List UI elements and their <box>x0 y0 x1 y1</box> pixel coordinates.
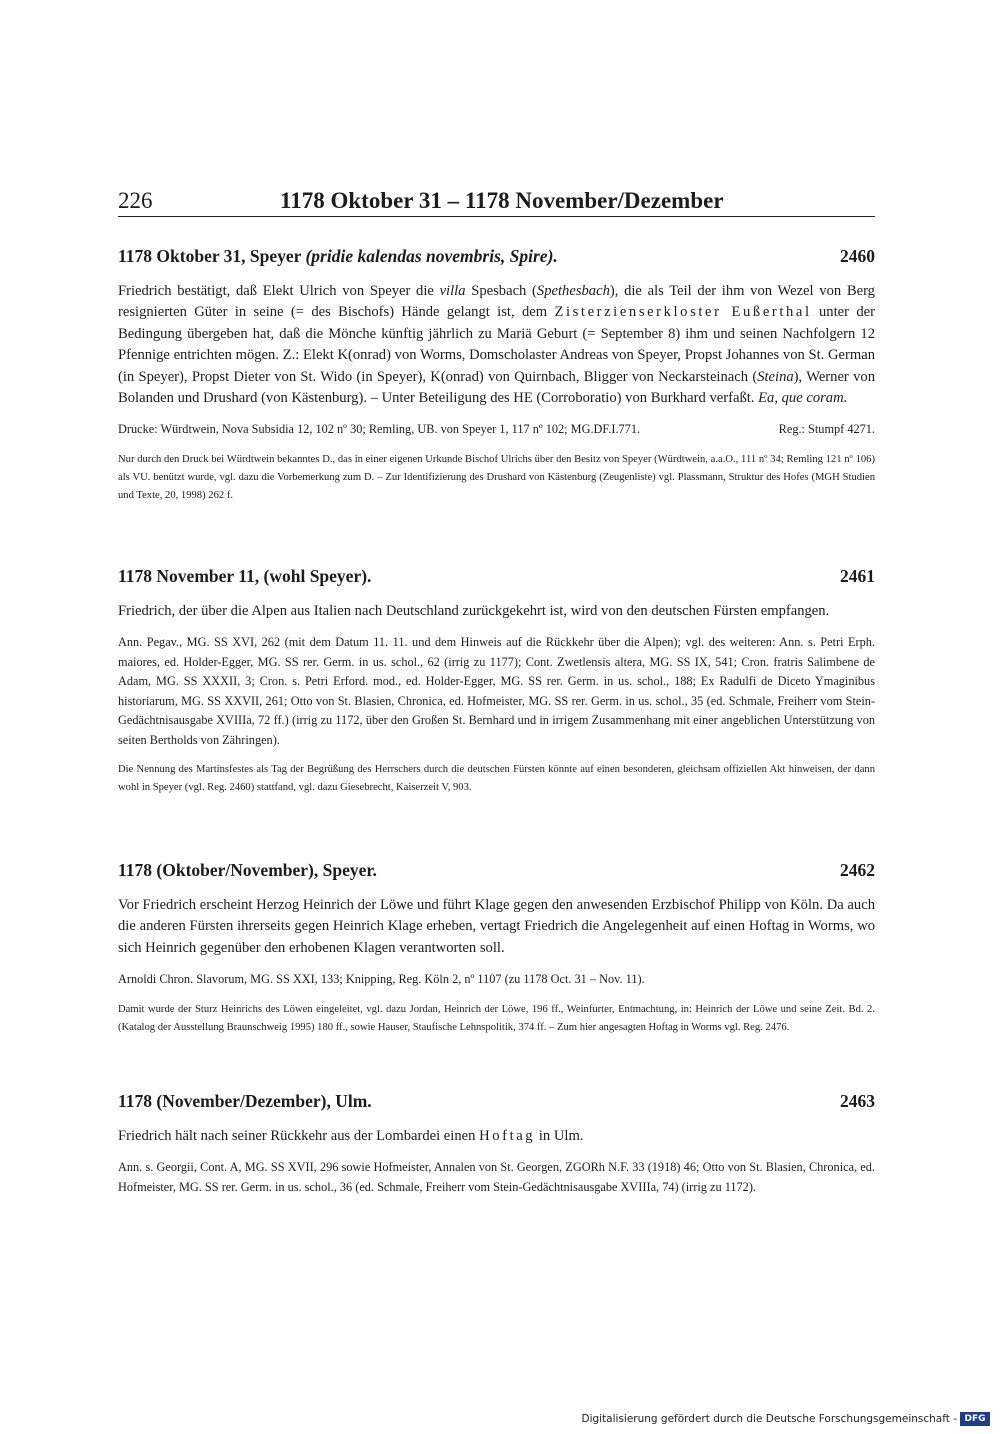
incipit: Ea, que coram. <box>758 390 848 407</box>
entry-date-place: 1178 November 11, (wohl Speyer). <box>118 566 372 586</box>
entry-notes: Damit wurde der Sturz Heinrichs des Löwen eingeleitet, vgl. dazu Jordan, Heinrich der Löwe, 196 ff., Weinfurter, Entmachtung, in: Heinrich der Löwe und seine Zeit. Bd. 2. (Katalog der Ausstellung Braunschweig 1995) 180 ff., sowie Hauser, Staufische Lehnspolitik, 374 ff. – Zum hier angesagten Hoftag in Worms vgl. Reg. 2476. <box>118 1003 875 1033</box>
regest-entry-2463 <box>118 1091 875 1208</box>
page-header <box>118 188 875 217</box>
entry-sources: Arnoldi Chron. Slavorum, MG. SS XXI, 133; Knipping, Reg. Köln 2, nº 1107 (zu 1178 Oct. 31 – Nov. 11). <box>118 972 645 987</box>
entry-sources: Ann. s. Georgii, Cont. A, MG. SS XVII, 296 sowie Hofmeister, Annalen von St. Georgen, ZGORh N.F. 33 (1918) 46; Otto von St. Blasien, Chronica, ed. Hofmeister, MG. SS rer. Germ. in us. schol., 36 (ed. Schmale, Freiherr vom Stein-Gedächtnisausgabe XVIIIa, 74) (irrig zu 1172). <box>118 1160 875 1194</box>
entry-number: 2463 <box>840 1091 875 1111</box>
entry-sources: Ann. Pegav., MG. SS XVI, 262 (mit dem Datum 11. 11. und dem Hinweis auf die Rückkehr über die Alpen); vgl. des weiteren: Ann. s. Petri Erph. maiores, ed. Holder-Egger, MG. SS rer. Germ. in us. schol., 62 (irrig zu 1177); Cont. Zwetlensis altera, MG. SS IX, 541; Cron. fratris Salimbene de Adam, MG. SS XXXII, 3; Cron. s. Petri Erford. mod., ed. Holder-Egger, MG. SS rer. Germ. in us. schol., 188; Ex Radulfi de Diceto Ymaginibus historiarum, MG. SS XXVII, 261; Otto von St. Blasien, Chronica, ed. Hofmeister, MG. SS rer. Germ. in us. schol., 35 (ed. Schmale, Freiherr vom Stein-Gedächtnisausgabe XVIIIa, 72 ff.) (irrig zu 1172, über den Großen St. Bernhard und in irrigem Zusammenhang mit einer angeblichen Unterstützung von seiten Bertholds von Zähringen). <box>118 635 875 747</box>
entry-notes: Nur durch den Druck bei Würdtwein bekanntes D., das in einer eigenen Urkunde Bischof Ulrichs über den Besitz von Speyer (Würdtwein, a.a.O., 111 nº 34; Remling 121 nº 106) als VU. benützt wurde, vgl. dazu die Vorbemerkung zum D. – Zur Identifizierung des Drushard von Kästenburg (Zeugenliste) vgl. Plassmann, Struktur des Hofes (MGH Studien und Texte, 20, 1998) 262 f. <box>118 453 875 501</box>
entry-heading <box>118 860 875 881</box>
entry-date-place: 1178 (Oktober/November), Speyer. <box>118 860 377 880</box>
page <box>118 188 875 1194</box>
regest-entry-2460 <box>118 246 875 505</box>
entry-number: 2462 <box>840 860 875 880</box>
entry-number: 2460 <box>840 246 875 266</box>
entry-sources: Drucke: Würdtwein, Nova Subsidia 12, 102 nº 30; Remling, UB. von Speyer 1, 117 nº 102; MG.DF.I.771. Reg.: Stumpf 4271. <box>118 420 875 440</box>
funding-footer <box>581 1412 990 1426</box>
page-number: 226 <box>118 188 153 213</box>
dfg-logo: DFG <box>960 1412 990 1426</box>
regest-entry-2461 <box>118 566 875 797</box>
running-title: 1178 Oktober 31 – 1178 November/Dezember <box>280 188 724 213</box>
entry-date-place: 1178 Oktober 31, Speyer (pridie kalendas novembris, Spire). <box>118 246 558 266</box>
regest-entry-2462 <box>118 860 875 1037</box>
entry-number: 2461 <box>840 566 875 586</box>
entry-heading <box>118 1091 875 1112</box>
entry-regest-ref: Reg.: Stumpf 4271. <box>778 422 875 437</box>
entry-text: Friedrich hält nach seiner Rückkehr aus der Lombardei einen Hoftag in Ulm. <box>118 1128 584 1144</box>
entry-text: Friedrich bestätigt, daß Elekt Ulrich von Speyer die villa Spesbach (Spethesbach), die als Teil der ihm von Wezel von Berg resignierten Güter in seine (= des Bischofs) Hände gelangt ist, dem Zisterzienserkloster Eußerthal unter der Bedingung übergeben hat, daß die Mönche künftig jährlich zu Mariä Geburt (= September 8) ihm und seinen Nachfolgern 12 Pfennige entrichten mögen. Z.: Elekt K(onrad) von Worms, Domscholaster Andreas von Speyer, Propst Johannes von St. German (in Speyer), Propst Dieter von St. Wido (in Speyer), K(onrad) von Quirnbach, Bligger von Neckarsteinach (Steina), Werner von Bolanden und Drushard (von Kästenburg). – Unter Beteiligung des HE (Corroboratio) von Burkhard verfaßt. Ea, que coram. <box>118 283 875 407</box>
entry-date-place: 1178 (November/Dezember), Ulm. <box>118 1091 372 1111</box>
entry-notes: Die Nennung des Martinsfestes als Tag der Begrüßung des Herrschers durch die deutschen Fürsten könnte auf einen besonderen, gleichsam offiziellen Akt hinweisen, der dann wohl in Speyer (vgl. Reg. 2460) stattfand, vgl. dazu Giesebrecht, Kaiserzeit V, 903. <box>118 764 875 794</box>
entry-text: Friedrich, der über die Alpen aus Italien nach Deutschland zurückgekehrt ist, wird von den deutschen Fürsten empfangen. <box>118 603 830 619</box>
entry-heading <box>118 566 875 587</box>
entry-date-latin: (pridie kalendas novembris, Spire). <box>305 246 558 266</box>
footer-text: Digitalisierung gefördert durch die Deutsche Forschungsgemeinschaft - <box>581 1413 957 1425</box>
entry-heading <box>118 246 875 267</box>
entry-text: Vor Friedrich erscheint Herzog Heinrich der Löwe und führt Klage gegen den anwesenden Erzbischof Philipp von Köln. Da auch die anderen Fürsten ihrerseits gegen Heinrich Klage erheben, vertagt Friedrich die Angelegenheit auf einen Hoftag in Worms, wo sich Heinrich gegenüber den erhobenen Klagen verantworten soll. <box>118 897 875 956</box>
